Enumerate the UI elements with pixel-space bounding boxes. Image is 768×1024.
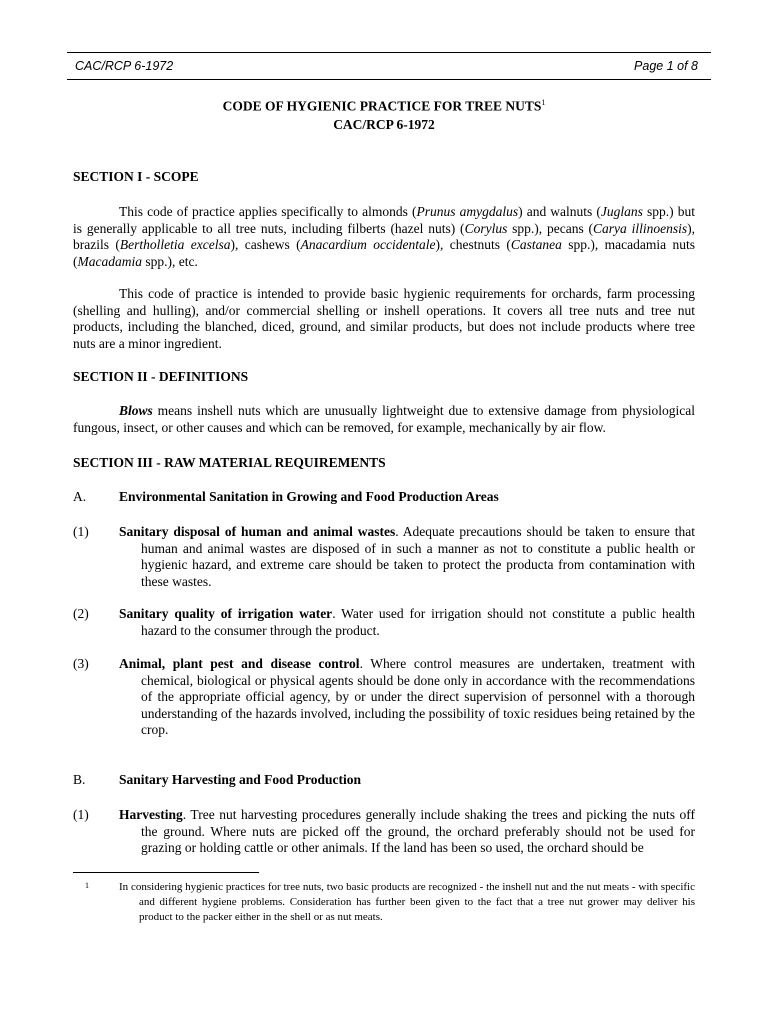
subsection-b-letter: B.	[73, 772, 86, 787]
latin-name: Prunus amygdalus	[416, 204, 519, 219]
title-footnote-ref: 1	[541, 98, 546, 107]
section-2-heading: SECTION II - DEFINITIONS	[73, 369, 249, 384]
list-item	[73, 606, 695, 639]
list-item	[73, 524, 695, 590]
document-code-title: CAC/RCP 6-1972	[333, 117, 435, 132]
item-text: . Adequate precautions should be taken to ensure that human and animal wastes are disposed of in such a manner as not to constitute a public health or hygienic hazard, and extreme care should be taken to protect the producta from contamination with these wastes.	[141, 524, 695, 589]
document-title	[0, 98, 768, 115]
latin-name: Bertholletia excelsa	[119, 237, 231, 252]
latin-name: Juglans	[600, 204, 643, 219]
item-number: (1)	[73, 524, 89, 539]
header-page-label: Page 1 of 8	[634, 59, 698, 73]
item-text: . Tree nut harvesting procedures generally include shaking the trees and picking the nuts off the ground. Where nuts are picked off the ground, the orchard preferably should not be used for grazing or holding cattle or other animals. If the land has been so used, the orchard should be	[141, 807, 695, 855]
latin-name: Castanea	[510, 237, 562, 252]
definition-term: Blows	[119, 403, 153, 418]
latin-name: Anacardium occidentale	[300, 237, 436, 252]
list-item	[73, 656, 695, 739]
item-text: . Where control measures are undertaken, treatment with chemical, biological or physical agents should be done only in accordance with the recommendations of the appropriate official agency, by or under the direct supervision of personnel with a thorough understanding of the hazards involved, including the possibility of toxic residues being retained by the crop.	[141, 656, 696, 737]
section-3-heading: SECTION III - RAW MATERIAL REQUIREMENTS	[73, 455, 386, 470]
subsection-a-letter: A.	[73, 489, 87, 504]
footnote	[73, 880, 695, 925]
title-line-1: CODE OF HYGIENIC PRACTICE FOR TREE NUTS	[222, 98, 542, 114]
item-title: Sanitary quality of irrigation water	[119, 606, 333, 621]
list-item	[73, 807, 695, 857]
latin-name: Corylus	[464, 220, 508, 236]
subsection-a-title: Environmental Sanitation in Growing and Food Production Areas	[119, 489, 499, 504]
item-number: (3)	[73, 656, 89, 671]
item-title: Animal, plant pest and disease control	[119, 656, 360, 671]
footnote-text: In considering hygienic practices for tree nuts, two basic products are recognized - the inshell nut and the nut meats - with specific and different hygiene problems. Consideration has further been given to the fact that a tree nut grower may deliver his product to the packer either in the shell or as nut meats.	[119, 881, 695, 923]
header-bottom-rule	[67, 79, 711, 80]
section-1-paragraph-2: This code of practice is intended to provide basic hygienic requirements for orchards, farm processing (shelling and hulling), and/or commercial shelling or inshell operations. It covers all tree nuts and tree nut products, including the blanched, diced, ground, and similar products, but does not include products where tree nuts are a minor ingredient.	[73, 286, 695, 351]
latin-name: Macadamia	[77, 253, 142, 269]
item-number: (2)	[73, 606, 89, 621]
subsection-b-title: Sanitary Harvesting and Food Production	[119, 772, 362, 787]
footnote-mark: 1	[85, 881, 89, 890]
section-1-heading: SECTION I - SCOPE	[73, 169, 199, 184]
section-1-paragraph-1: This code of practice applies specifically to almonds (Prunus amygdalus) and walnuts (Juglans spp.) but is generally applicable to all tree nuts, including filberts (hazel nuts) (Corylus spp.), pecans (Carya illinoensis), brazils (Bertholletia excelsa), cashews (Anacardium occidentale), chestnuts (Castanea spp.), macadamia nuts (Macadamia spp.), etc.	[73, 204, 696, 269]
header-doc-code: CAC/RCP 6-1972	[75, 59, 174, 73]
latin-name: Carya illinoensis	[593, 220, 688, 236]
footnote-rule	[73, 872, 259, 873]
definition-blows	[73, 403, 695, 436]
item-text: . Water used for irrigation should not constitute a public health hazard to the consumer through the product.	[141, 606, 696, 638]
item-title: Harvesting	[119, 807, 183, 822]
header-top-rule	[67, 52, 711, 53]
item-number: (1)	[73, 807, 89, 822]
definition-text: means inshell nuts which are unusually lightweight due to extensive damage from physiological fungous, insect, or other causes and which can be removed, for example, mechanically by air flow.	[73, 403, 695, 435]
item-title: Sanitary disposal of human and animal wastes	[119, 524, 396, 539]
